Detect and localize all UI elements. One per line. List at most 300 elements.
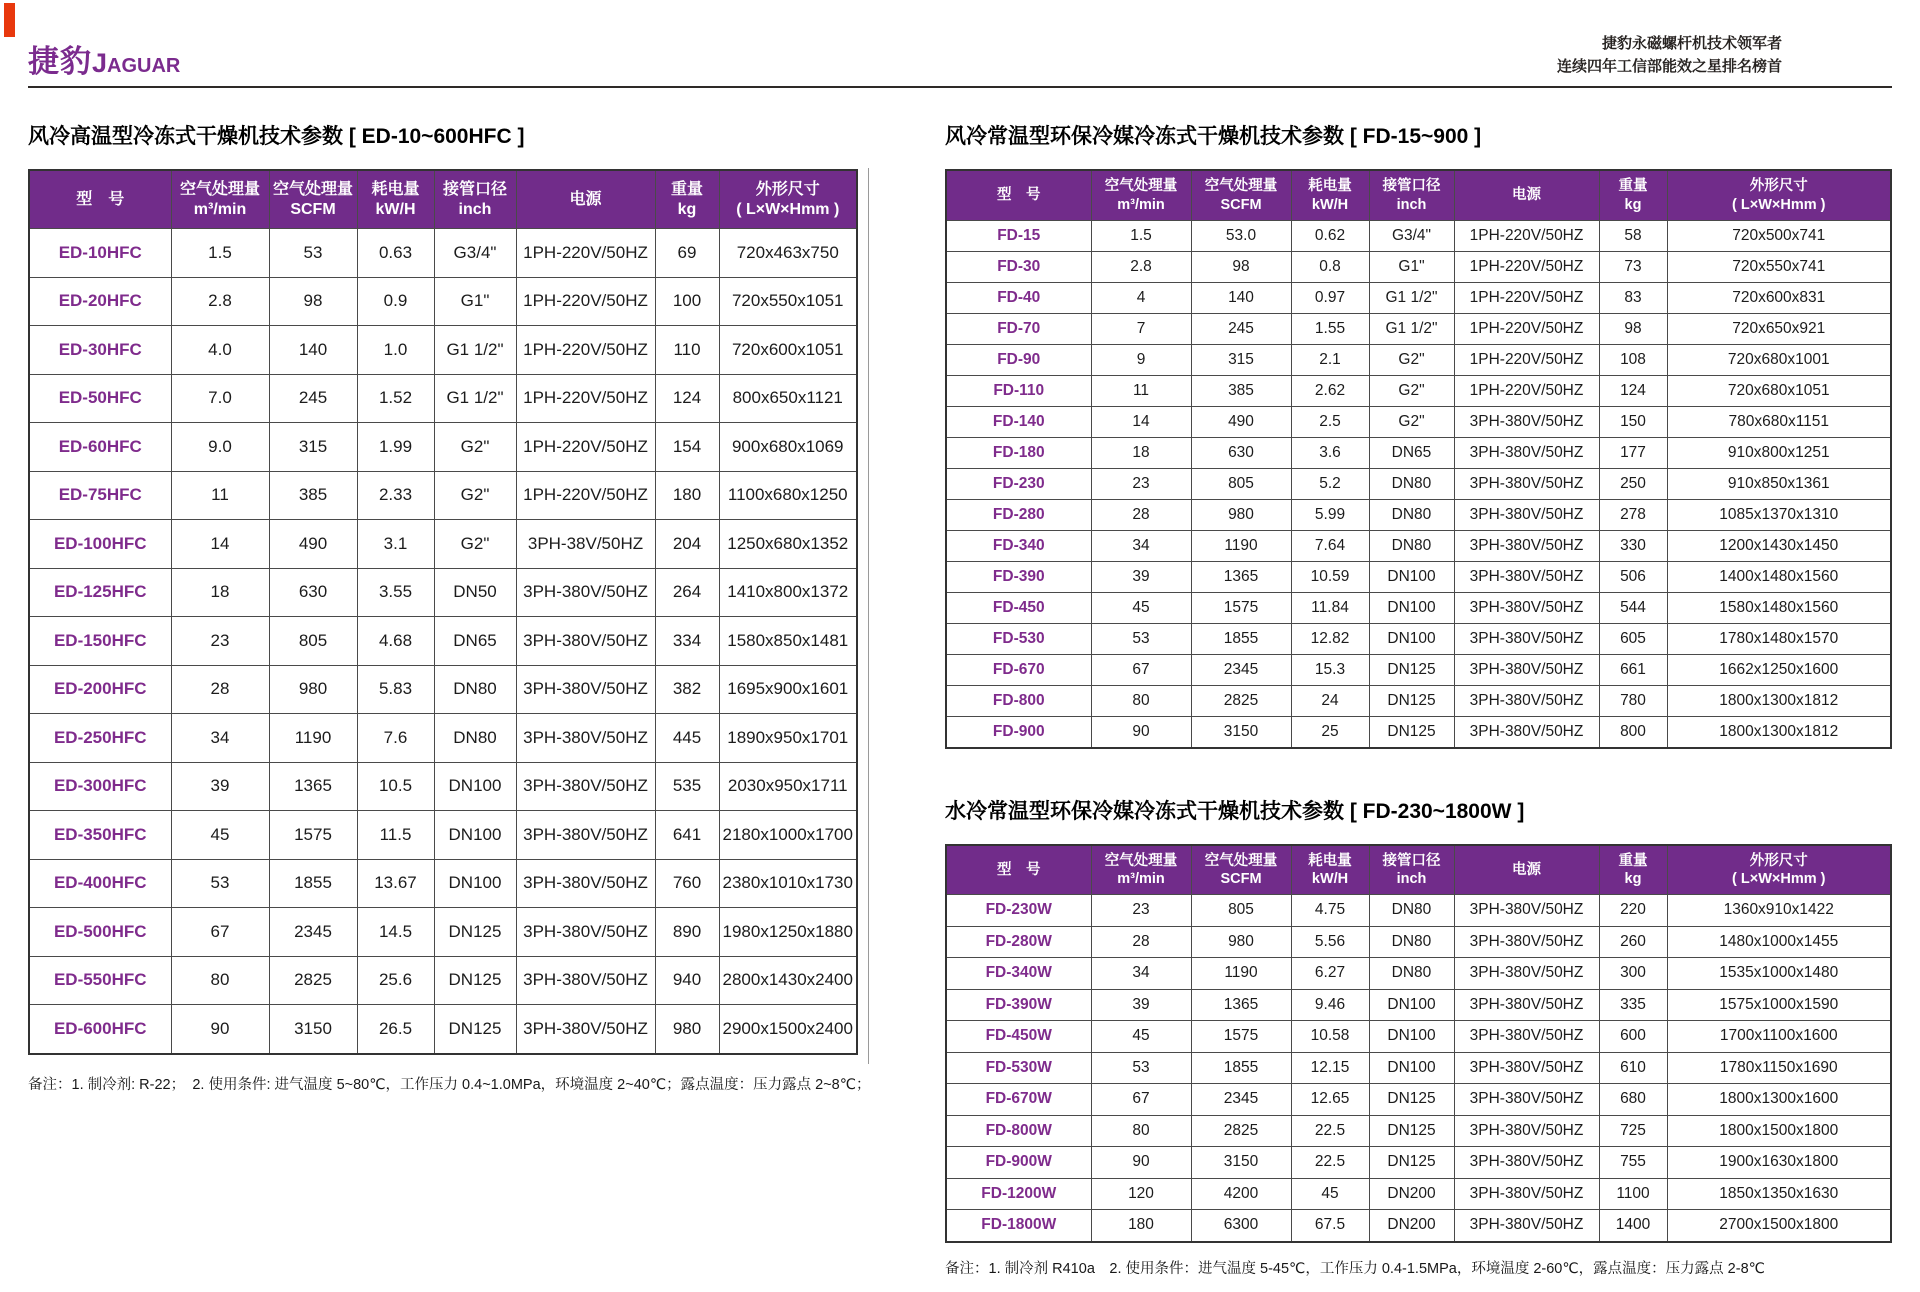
model-cell: FD-340 xyxy=(946,531,1091,562)
value-cell: 680 xyxy=(1599,1084,1667,1116)
table-row xyxy=(946,221,1891,252)
value-cell: 1PH-220V/50HZ xyxy=(516,423,655,472)
table-row xyxy=(29,1005,857,1054)
value-cell: 3PH-380V/50HZ xyxy=(1454,531,1599,562)
column-header: 耗电量 kW/H xyxy=(357,170,434,229)
value-cell: 245 xyxy=(269,374,357,423)
value-cell: 3PH-380V/50HZ xyxy=(1454,438,1599,469)
model-cell: ED-350HFC xyxy=(29,811,171,860)
model-cell: ED-600HFC xyxy=(29,1005,171,1054)
value-cell: 1400 xyxy=(1599,1210,1667,1242)
value-cell: 3PH-380V/50HZ xyxy=(1454,989,1599,1021)
value-cell: 2180x1000x1700 xyxy=(719,811,857,860)
value-cell: 6.27 xyxy=(1291,958,1369,990)
value-cell: 1PH-220V/50HZ xyxy=(516,277,655,326)
column-header: 接管口径 inch xyxy=(1369,845,1454,895)
value-cell: DN80 xyxy=(1369,469,1454,500)
value-cell: 2700x1500x1800 xyxy=(1667,1210,1891,1242)
model-cell: ED-200HFC xyxy=(29,665,171,714)
table-row xyxy=(946,283,1891,314)
table-row xyxy=(946,438,1891,469)
value-cell: G2" xyxy=(434,520,516,569)
value-cell: 11.5 xyxy=(357,811,434,860)
value-cell: 506 xyxy=(1599,562,1667,593)
value-cell: 630 xyxy=(1191,438,1291,469)
value-cell: 1850x1350x1630 xyxy=(1667,1178,1891,1210)
value-cell: 805 xyxy=(269,617,357,666)
value-cell: 1.5 xyxy=(171,229,269,278)
column-header: 型 号 xyxy=(946,170,1091,221)
value-cell: 278 xyxy=(1599,500,1667,531)
column-header: 耗电量 kW/H xyxy=(1291,170,1369,221)
column-header: 外形尺寸 ( L×W×Hmm ) xyxy=(719,170,857,229)
model-cell: FD-15 xyxy=(946,221,1091,252)
value-cell: 11.84 xyxy=(1291,593,1369,624)
column-header: 重量 kg xyxy=(1599,170,1667,221)
column-header: 型 号 xyxy=(946,845,1091,895)
value-cell: 3PH-380V/50HZ xyxy=(516,714,655,763)
value-cell: 124 xyxy=(1599,376,1667,407)
model-cell: FD-230W xyxy=(946,895,1091,927)
value-cell: 39 xyxy=(1091,562,1191,593)
table-row xyxy=(946,407,1891,438)
value-cell: 14 xyxy=(1091,407,1191,438)
value-cell: 3PH-380V/50HZ xyxy=(1454,1084,1599,1116)
value-cell: DN100 xyxy=(1369,562,1454,593)
table-row xyxy=(29,520,857,569)
value-cell: 1190 xyxy=(269,714,357,763)
value-cell: DN125 xyxy=(434,956,516,1005)
value-cell: 1.52 xyxy=(357,374,434,423)
value-cell: 720x680x1051 xyxy=(1667,376,1891,407)
value-cell: 14 xyxy=(171,520,269,569)
model-cell: ED-60HFC xyxy=(29,423,171,472)
value-cell: 3PH-380V/50HZ xyxy=(516,762,655,811)
table-row xyxy=(946,593,1891,624)
value-cell: G1 1/2" xyxy=(1369,314,1454,345)
column-header: 耗电量 kW/H xyxy=(1291,845,1369,895)
model-cell: FD-900 xyxy=(946,717,1091,749)
value-cell: 1190 xyxy=(1191,531,1291,562)
value-cell: 3PH-380V/50HZ xyxy=(1454,895,1599,927)
value-cell: 1780x1150x1690 xyxy=(1667,1052,1891,1084)
value-cell: 45 xyxy=(1291,1178,1369,1210)
value-cell: 2.8 xyxy=(171,277,269,326)
value-cell: 2.1 xyxy=(1291,345,1369,376)
value-cell: 28 xyxy=(1091,500,1191,531)
value-cell: 10.5 xyxy=(357,762,434,811)
model-cell: ED-550HFC xyxy=(29,956,171,1005)
table-row xyxy=(946,655,1891,686)
value-cell: 1580x1480x1560 xyxy=(1667,593,1891,624)
value-cell: 12.82 xyxy=(1291,624,1369,655)
value-cell: 800 xyxy=(1599,717,1667,749)
value-cell: G1" xyxy=(1369,252,1454,283)
value-cell: 220 xyxy=(1599,895,1667,927)
value-cell: 34 xyxy=(1091,531,1191,562)
value-cell: 1575 xyxy=(1191,1021,1291,1053)
value-cell: 0.8 xyxy=(1291,252,1369,283)
value-cell: 180 xyxy=(655,471,719,520)
value-cell: 1PH-220V/50HZ xyxy=(516,326,655,375)
value-cell: 1575 xyxy=(269,811,357,860)
value-cell: 2380x1010x1730 xyxy=(719,859,857,908)
model-cell: FD-800W xyxy=(946,1115,1091,1147)
section-fd-watercooled-normaltemp xyxy=(945,797,1880,1278)
value-cell: 260 xyxy=(1599,926,1667,958)
model-cell: FD-390 xyxy=(946,562,1091,593)
model-cell: FD-1200W xyxy=(946,1178,1091,1210)
value-cell: DN125 xyxy=(434,908,516,957)
model-cell: ED-125HFC xyxy=(29,568,171,617)
value-cell: 80 xyxy=(1091,686,1191,717)
column-header: 接管口径 inch xyxy=(1369,170,1454,221)
value-cell: DN100 xyxy=(434,762,516,811)
value-cell: 1365 xyxy=(269,762,357,811)
value-cell: 720x550x1051 xyxy=(719,277,857,326)
value-cell: 900x680x1069 xyxy=(719,423,857,472)
value-cell: 11 xyxy=(1091,376,1191,407)
column-header: 重量 kg xyxy=(1599,845,1667,895)
value-cell: 720x650x921 xyxy=(1667,314,1891,345)
value-cell: 150 xyxy=(1599,407,1667,438)
value-cell: DN80 xyxy=(1369,895,1454,927)
value-cell: 5.2 xyxy=(1291,469,1369,500)
value-cell: 300 xyxy=(1599,958,1667,990)
value-cell: DN65 xyxy=(1369,438,1454,469)
table-row xyxy=(946,345,1891,376)
value-cell: 177 xyxy=(1599,438,1667,469)
table-row xyxy=(29,956,857,1005)
value-cell: 58 xyxy=(1599,221,1667,252)
value-cell: 980 xyxy=(655,1005,719,1054)
value-cell: 98 xyxy=(1191,252,1291,283)
value-cell: 120 xyxy=(1091,1178,1191,1210)
value-cell: DN125 xyxy=(1369,1147,1454,1179)
value-cell: 0.62 xyxy=(1291,221,1369,252)
value-cell: 4.68 xyxy=(357,617,434,666)
value-cell: 73 xyxy=(1599,252,1667,283)
value-cell: 1PH-220V/50HZ xyxy=(1454,252,1599,283)
value-cell: 7.6 xyxy=(357,714,434,763)
value-cell: 1575 xyxy=(1191,593,1291,624)
table-row xyxy=(946,314,1891,345)
value-cell: 2.33 xyxy=(357,471,434,520)
value-cell: 1575x1000x1590 xyxy=(1667,989,1891,1021)
table-row xyxy=(29,229,857,278)
column-header: 重量 kg xyxy=(655,170,719,229)
value-cell: 1190 xyxy=(1191,958,1291,990)
table-row xyxy=(946,562,1891,593)
value-cell: 2.5 xyxy=(1291,407,1369,438)
table-row xyxy=(29,714,857,763)
section-ed-aircooled-hightemp xyxy=(28,122,871,1094)
value-cell: 1PH-220V/50HZ xyxy=(1454,345,1599,376)
value-cell: 780x680x1151 xyxy=(1667,407,1891,438)
value-cell: 3PH-380V/50HZ xyxy=(1454,717,1599,749)
brand-logo-en-initial: J xyxy=(92,48,108,78)
value-cell: G2" xyxy=(1369,407,1454,438)
table-row xyxy=(29,326,857,375)
brand-logo-en-rest: AGUAR xyxy=(107,55,181,77)
value-cell: 53 xyxy=(171,859,269,908)
value-cell: 2345 xyxy=(1191,1084,1291,1116)
model-cell: FD-70 xyxy=(946,314,1091,345)
table-row xyxy=(946,469,1891,500)
value-cell: 3PH-380V/50HZ xyxy=(1454,407,1599,438)
value-cell: 1.0 xyxy=(357,326,434,375)
value-cell: 100 xyxy=(655,277,719,326)
header-tagline-line1: 捷豹永磁螺杆机技术领军者 xyxy=(1601,35,1782,52)
value-cell: 18 xyxy=(1091,438,1191,469)
value-cell: 910x800x1251 xyxy=(1667,438,1891,469)
value-cell: 720x600x1051 xyxy=(719,326,857,375)
value-cell: 2.8 xyxy=(1091,252,1191,283)
value-cell: 80 xyxy=(171,956,269,1005)
value-cell: 3PH-380V/50HZ xyxy=(1454,1115,1599,1147)
model-cell: ED-500HFC xyxy=(29,908,171,957)
brand-logo-cn: 捷豹 xyxy=(28,44,92,79)
column-divider-line xyxy=(868,168,869,1064)
value-cell: 67 xyxy=(1091,1084,1191,1116)
value-cell: 760 xyxy=(655,859,719,908)
value-cell: 720x600x831 xyxy=(1667,283,1891,314)
value-cell: 4.0 xyxy=(171,326,269,375)
value-cell: 1365 xyxy=(1191,989,1291,1021)
table-row xyxy=(29,374,857,423)
spec-table-fd-air xyxy=(945,169,1892,749)
value-cell: DN80 xyxy=(1369,531,1454,562)
value-cell: 1360x910x1422 xyxy=(1667,895,1891,927)
value-cell: 9.46 xyxy=(1291,989,1369,1021)
value-cell: DN125 xyxy=(1369,655,1454,686)
value-cell: G1 1/2" xyxy=(434,374,516,423)
value-cell: 641 xyxy=(655,811,719,860)
value-cell: 5.56 xyxy=(1291,926,1369,958)
value-cell: 140 xyxy=(1191,283,1291,314)
table-row xyxy=(946,958,1891,990)
value-cell: 67 xyxy=(1091,655,1191,686)
value-cell: 780 xyxy=(1599,686,1667,717)
value-cell: G2" xyxy=(1369,345,1454,376)
value-cell: 1400x1480x1560 xyxy=(1667,562,1891,593)
value-cell: 25 xyxy=(1291,717,1369,749)
value-cell: 3PH-380V/50HZ xyxy=(516,1005,655,1054)
value-cell: DN80 xyxy=(1369,926,1454,958)
value-cell: 1PH-220V/50HZ xyxy=(1454,283,1599,314)
value-cell: 630 xyxy=(269,568,357,617)
value-cell: 490 xyxy=(269,520,357,569)
table-row xyxy=(29,859,857,908)
value-cell: 90 xyxy=(171,1005,269,1054)
table-header-row xyxy=(29,170,857,229)
value-cell: 22.5 xyxy=(1291,1147,1369,1179)
value-cell: 3PH-380V/50HZ xyxy=(1454,1178,1599,1210)
value-cell: 3PH-380V/50HZ xyxy=(516,811,655,860)
value-cell: 610 xyxy=(1599,1052,1667,1084)
value-cell: 1480x1000x1455 xyxy=(1667,926,1891,958)
value-cell: 1900x1630x1800 xyxy=(1667,1147,1891,1179)
value-cell: 3PH-380V/50HZ xyxy=(1454,1210,1599,1242)
value-cell: DN80 xyxy=(1369,500,1454,531)
table-row xyxy=(946,1021,1891,1053)
value-cell: 3PH-380V/50HZ xyxy=(1454,500,1599,531)
value-cell: 940 xyxy=(655,956,719,1005)
value-cell: 1100 xyxy=(1599,1178,1667,1210)
value-cell: 264 xyxy=(655,568,719,617)
value-cell: 1800x1300x1812 xyxy=(1667,717,1891,749)
header-tagline-line2: 连续四年工信部能效之星排名榜首 xyxy=(1556,57,1782,75)
value-cell: 3PH-380V/50HZ xyxy=(516,859,655,908)
table-row xyxy=(946,1084,1891,1116)
value-cell: 1695x900x1601 xyxy=(719,665,857,714)
value-cell: 7 xyxy=(1091,314,1191,345)
table-row xyxy=(29,665,857,714)
value-cell: 720x500x741 xyxy=(1667,221,1891,252)
value-cell: 3PH-380V/50HZ xyxy=(1454,624,1599,655)
value-cell: 800x650x1121 xyxy=(719,374,857,423)
model-cell: ED-250HFC xyxy=(29,714,171,763)
value-cell: 1855 xyxy=(1191,1052,1291,1084)
model-cell: ED-400HFC xyxy=(29,859,171,908)
column-header: 电源 xyxy=(516,170,655,229)
value-cell: 1855 xyxy=(269,859,357,908)
value-cell: 720x550x741 xyxy=(1667,252,1891,283)
value-cell: 140 xyxy=(269,326,357,375)
table-header-row xyxy=(946,170,1891,221)
value-cell: G1 1/2" xyxy=(1369,283,1454,314)
value-cell: 2800x1430x2400 xyxy=(719,956,857,1005)
model-cell: FD-390W xyxy=(946,989,1091,1021)
table-row xyxy=(29,277,857,326)
model-cell: FD-90 xyxy=(946,345,1091,376)
column-header: 外形尺寸 ( L×W×Hmm ) xyxy=(1667,170,1891,221)
value-cell: 805 xyxy=(1191,469,1291,500)
value-cell: DN125 xyxy=(1369,686,1454,717)
value-cell: 34 xyxy=(1091,958,1191,990)
brand-logo xyxy=(28,36,180,81)
spec-table-ed xyxy=(28,169,858,1055)
value-cell: 2900x1500x2400 xyxy=(719,1005,857,1054)
table-row xyxy=(29,471,857,520)
model-cell: FD-530 xyxy=(946,624,1091,655)
value-cell: 0.63 xyxy=(357,229,434,278)
column-header: 电源 xyxy=(1454,845,1599,895)
value-cell: 980 xyxy=(1191,500,1291,531)
value-cell: 385 xyxy=(1191,376,1291,407)
section-title-fd-water: 水冷常温型环保冷媒冷冻式干燥机技术参数 [ FD-230~1800W ] xyxy=(945,800,1525,823)
value-cell: 890 xyxy=(655,908,719,957)
value-cell: G2" xyxy=(434,471,516,520)
value-cell: 25.6 xyxy=(357,956,434,1005)
model-cell: ED-100HFC xyxy=(29,520,171,569)
value-cell: 2825 xyxy=(1191,686,1291,717)
value-cell: 154 xyxy=(655,423,719,472)
value-cell: 39 xyxy=(1091,989,1191,1021)
table-row xyxy=(946,686,1891,717)
value-cell: 720x680x1001 xyxy=(1667,345,1891,376)
value-cell: 385 xyxy=(269,471,357,520)
value-cell: 110 xyxy=(655,326,719,375)
value-cell: 5.99 xyxy=(1291,500,1369,531)
value-cell: DN100 xyxy=(1369,989,1454,1021)
table-row xyxy=(29,762,857,811)
column-header: 外形尺寸 ( L×W×Hmm ) xyxy=(1667,845,1891,895)
value-cell: 1.5 xyxy=(1091,221,1191,252)
value-cell: 10.58 xyxy=(1291,1021,1369,1053)
column-header: 空气处理量 SCFM xyxy=(1191,845,1291,895)
value-cell: 2825 xyxy=(1191,1115,1291,1147)
column-header: 电源 xyxy=(1454,170,1599,221)
value-cell: 544 xyxy=(1599,593,1667,624)
section-fd-aircooled-normaltemp xyxy=(945,122,1880,749)
model-cell: ED-10HFC xyxy=(29,229,171,278)
value-cell: 9.0 xyxy=(171,423,269,472)
value-cell: 1535x1000x1480 xyxy=(1667,958,1891,990)
value-cell: 3150 xyxy=(269,1005,357,1054)
table-row xyxy=(29,617,857,666)
model-cell: ED-150HFC xyxy=(29,617,171,666)
value-cell: 3PH-380V/50HZ xyxy=(1454,1052,1599,1084)
value-cell: G2" xyxy=(434,423,516,472)
value-cell: 980 xyxy=(1191,926,1291,958)
model-cell: FD-280 xyxy=(946,500,1091,531)
table-row xyxy=(946,1210,1891,1242)
value-cell: 2345 xyxy=(1191,655,1291,686)
column-header: 空气处理量 SCFM xyxy=(269,170,357,229)
value-cell: 4 xyxy=(1091,283,1191,314)
value-cell: 1800x1300x1600 xyxy=(1667,1084,1891,1116)
model-cell: FD-230 xyxy=(946,469,1091,500)
value-cell: DN125 xyxy=(1369,1115,1454,1147)
model-cell: FD-40 xyxy=(946,283,1091,314)
value-cell: 2.62 xyxy=(1291,376,1369,407)
value-cell: DN50 xyxy=(434,568,516,617)
value-cell: 53 xyxy=(1091,1052,1191,1084)
value-cell: 1PH-220V/50HZ xyxy=(516,374,655,423)
value-cell: DN100 xyxy=(434,811,516,860)
value-cell: 720x463x750 xyxy=(719,229,857,278)
value-cell: DN80 xyxy=(434,665,516,714)
value-cell: 805 xyxy=(1191,895,1291,927)
value-cell: 67 xyxy=(171,908,269,957)
value-cell: DN125 xyxy=(1369,717,1454,749)
value-cell: 22.5 xyxy=(1291,1115,1369,1147)
value-cell: 1PH-220V/50HZ xyxy=(1454,221,1599,252)
value-cell: 180 xyxy=(1091,1210,1191,1242)
value-cell: 67.5 xyxy=(1291,1210,1369,1242)
model-cell: FD-450W xyxy=(946,1021,1091,1053)
value-cell: 3PH-38V/50HZ xyxy=(516,520,655,569)
right-column xyxy=(945,122,1880,1278)
value-cell: 5.83 xyxy=(357,665,434,714)
value-cell: 0.97 xyxy=(1291,283,1369,314)
column-header: 空气处理量 SCFM xyxy=(1191,170,1291,221)
value-cell: 445 xyxy=(655,714,719,763)
value-cell: 725 xyxy=(1599,1115,1667,1147)
value-cell: 14.5 xyxy=(357,908,434,957)
value-cell: 1700x1100x1600 xyxy=(1667,1021,1891,1053)
table-row xyxy=(946,252,1891,283)
model-cell: FD-800 xyxy=(946,686,1091,717)
value-cell: 3PH-380V/50HZ xyxy=(1454,1021,1599,1053)
table-row xyxy=(946,1178,1891,1210)
model-cell: FD-30 xyxy=(946,252,1091,283)
value-cell: 3.55 xyxy=(357,568,434,617)
table-header-row xyxy=(946,845,1891,895)
value-cell: 1580x850x1481 xyxy=(719,617,857,666)
value-cell: 24 xyxy=(1291,686,1369,717)
